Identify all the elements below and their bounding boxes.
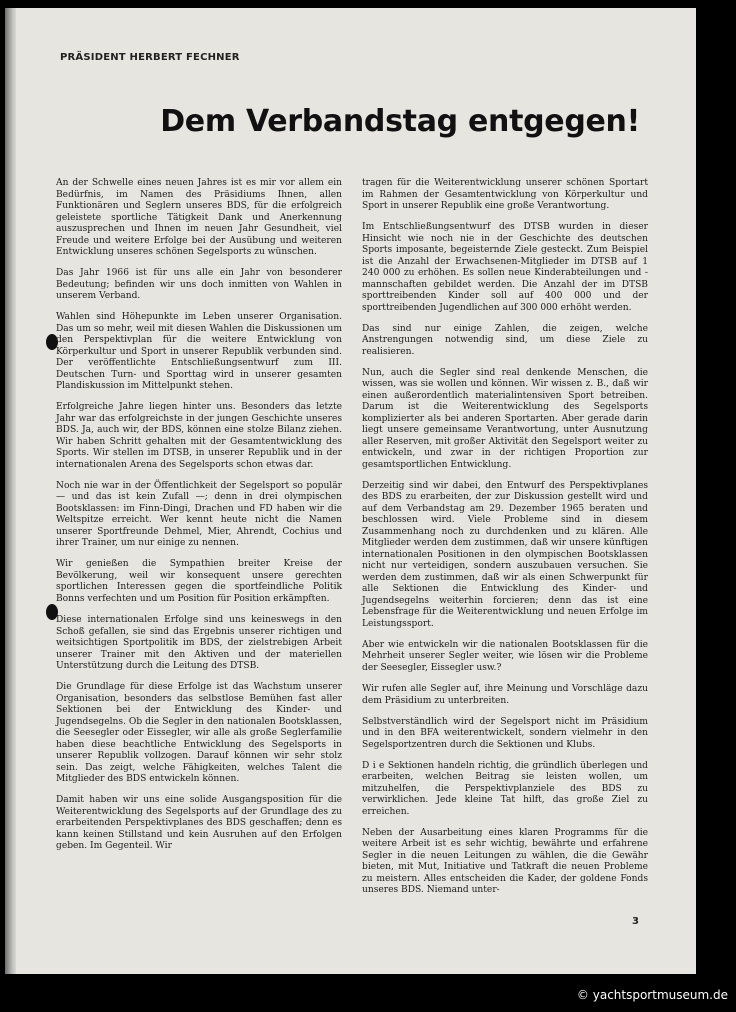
- paragraph: Das Jahr 1966 ist für uns alle ein Jahr von besonderer Bedeutung; befinden wir uns doch inmitten von Wahlen in unserem Verband.: [56, 268, 342, 302]
- paragraph: Das sind nur einige Zahlen, die zeigen, welche Anstrengungen notwendig sind, um diese Ziele zu realisieren.: [362, 323, 648, 357]
- paragraph: Wir genießen die Sympathien breiter Kreise der Bevölkerung, weil wir konsequent unsere gerechten sportlichen Interessen gegen die sportfeindliche Politik Bonns verfechten und um Position für Position erkämpften.: [56, 559, 342, 604]
- paragraph: Die Grundlage für diese Erfolge ist das Wachstum unserer Organisation, besonders das selbstlose Bemühen fast aller Sektionen bei der Entwicklung des Kinder- und Jugendsegelns. Ob die Segler in den nationalen Bootsklassen, die Seesegler oder Eissegler, wir alle als große Seglerfamilie haben diese beachtliche Entwicklung des Segelsports in unserer Republik vollzogen. Darauf können wir sehr stolz sein. Das zeigt, welche Fähigkeiten, welches Talent die Mitglieder des BDS entwickeln können.: [56, 682, 342, 785]
- paragraph: An der Schwelle eines neuen Jahres ist es mir vor allem ein Bedürfnis, im Namen des Präsidiums Ihnen, allen Funktionären und Seglern unseres BDS, für die erfolgreich geleistete sportliche Tätigkeit Dank und Anerkennung auszusprechen und Ihnen im neuen Jahr Gesundheit, viel Freude und weitere Erfolge bei der Ausübung und weiteren Entwicklung unseres schönen Segelsports zu wünschen.: [56, 178, 342, 257]
- paragraph: Aber wie entwickeln wir die nationalen Bootsklassen für die Mehrheit unserer Segler weiter, wie lösen wir die Probleme der Seesegler, Eissegler usw.?: [362, 639, 648, 673]
- author-line: PRÄSIDENT HERBERT FECHNER: [60, 52, 240, 63]
- paragraph: Nun, auch die Segler sind real denkende Menschen, die wissen, was sie wollen und können. Wir wissen z. B., daß wir einen außerordentlich materialintensiven Sport betreiben. Darum ist die Weiterentwicklung des Segelsports komplizierter als bei anderen Sportarten. Aber gerade darin liegt unsere gemeinsame Verantwortung, unter Ausnutzung aller Reserven, mit großer Aktivität den Segelsport weiter zu entwickeln, und zwar in der richtigen Proportion zur gesamtsportlichen Entwicklung.: [362, 367, 648, 470]
- paragraph: Derzeitig sind wir dabei, den Entwurf des Perspektivplanes des BDS zu erarbeiten, der zur Diskussion gestellt wird und auf dem Verbandstag am 29. Dezember 1965 beraten und beschlossen wird. Viele Probleme sind in diesem Zusammenhang noch zu durchdenken und zu klären. Alle Mitglieder werden dem zustimmen, daß wir unsere künftigen internationalen Positionen in den olympischen Bootsklassen nicht nur verteidigen, sondern auszubauen versuchen. Sie werden dem zustimmen, daß wir als einen Schwerpunkt für alle Sektionen die Entwicklung des Kinder- und Jugendsegelns weiterhin forcieren; denn das ist eine Lebensfrage für die Weiterentwicklung und neuen Erfolge im Leistungssport.: [362, 480, 648, 629]
- magazine-page: [16, 8, 696, 974]
- paragraph: D i e Sektionen handeln richtig, die gründlich überlegen und erarbeiten, welchen Beitrag sie leisten wollen, um mitzuhelfen, die Perspektivplanziele des BDS zu verwirklichen. Jede kleine Tat hilft, das große Ziel zu erreichen.: [362, 760, 648, 817]
- paragraph: Wir rufen alle Segler auf, ihre Meinung und Vorschläge dazu dem Präsidium zu unterbreiten.: [362, 684, 648, 706]
- paragraph: Im Entschließungsentwurf des DTSB wurden in dieser Hinsicht wie noch nie in der Geschichte des deutschen Sports imposante, begeisternde Ziele gesteckt. Zum Beispiel ist die Anzahl der Erwachsenen-Mitglieder im DTSB auf 1 240 000 zu erhöhen. Es sollen neue Kinderabteilungen und -mannschaften gebildet werden. Die Anzahl der im DTSB sporttreibenden Kinder soll auf 400 000 und der sporttreibenden Jugendlichen auf 300 000 erhöht werden.: [362, 222, 648, 313]
- left-column: [56, 178, 342, 862]
- article-title: Dem Verbandstag entgegen!: [160, 104, 640, 139]
- paragraph: Diese internationalen Erfolge sind uns keineswegs in den Schoß gefallen, sie sind das Ergebnis unserer richtigen und weitsichtigen Sportpolitik im BDS, der zielstrebigen Arbeit unserer Trainer mit den Aktiven und der materiellen Unterstützung durch die Leitung des DTSB.: [56, 615, 342, 672]
- copyright-credit: © yachtsportmuseum.de: [576, 988, 728, 1002]
- paragraph: Noch nie war in der Öffentlichkeit der Segelsport so populär — und das ist kein Zufall —; denn in drei olympischen Bootsklassen: im Finn-Dingi, Drachen und FD haben wir die Weltspitze erreicht. Wer kennt heute nicht die Namen unserer Sportfreunde Dehmel, Mier, Ahrendt, Cochius und ihrer Trainer, um nur einige zu nennen.: [56, 480, 342, 549]
- paragraph: Erfolgreiche Jahre liegen hinter uns. Besonders das letzte Jahr war das erfolgreichste in der jungen Geschichte unseres BDS. Ja, auch wir, der BDS, können eine stolze Bilanz ziehen. Wir haben Schritt gehalten mit der Gesamtentwicklung des Sports. Wir stellen im DTSB, in unserer Republik und in der internationalen Arena des Segelsports schon etwas dar.: [56, 402, 342, 470]
- paragraph: Neben der Ausarbeitung eines klaren Programms für die weitere Arbeit ist es sehr wichtig, bewährte und erfahrene Segler in die neuen Leitungen zu wählen, die die Gewähr bieten, mit Mut, Initiative und Tatkraft die neuen Probleme zu meistern. Alles entscheiden die Kader, der goldene Fonds unseres BDS. Niemand unter-: [362, 827, 648, 896]
- paragraph: Damit haben wir uns eine solide Ausgangsposition für die Weiterentwicklung des Segelsports auf der Grundlage des zu erarbeitenden Perspektivplanes des BDS geschaffen; denn es kann keinen Stillstand und kein Ausruhen auf den Erfolgen geben. Im Gegenteil. Wir: [56, 795, 342, 852]
- right-column: [362, 178, 648, 906]
- paragraph: Selbstverständlich wird der Segelsport nicht im Präsidium und in den BFA weiterentwickelt, sondern vielmehr in den Segelsportzentren durch die Sektionen und Klubs.: [362, 716, 648, 750]
- paragraph: tragen für die Weiterentwicklung unserer schönen Sportart im Rahmen der Gesamtentwicklung von Körperkultur und Sport in unserer Republik eine große Verantwortung.: [362, 178, 648, 211]
- paragraph: Wahlen sind Höhepunkte im Leben unserer Organisation. Das um so mehr, weil mit diesen Wahlen die Diskussionen um den Perspektivplan für die weitere Entwicklung von Körperkultur und Sport in unserer Republik verbunden sind. Der veröffentlichte Entschließungsentwurf zum III. Deutschen Turn- und Sporttag wird in unserer gesamten Plandiskussion im Mittelpunkt stehen.: [56, 312, 342, 392]
- page-number: 3: [632, 916, 639, 927]
